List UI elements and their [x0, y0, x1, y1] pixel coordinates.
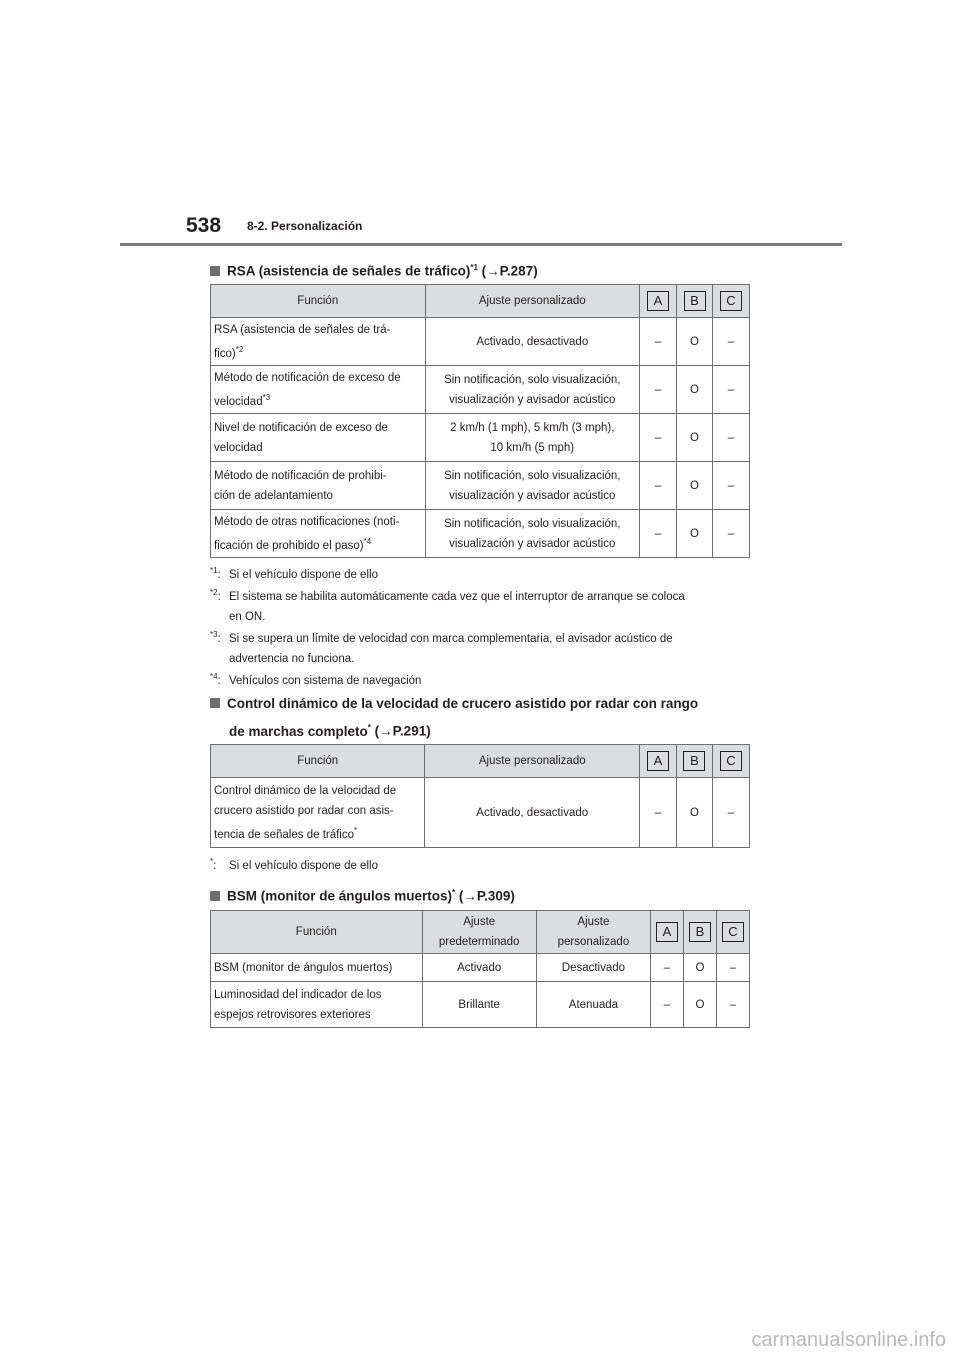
footnote-2: $^{*2}$: El sistema se habilita automáticamente cada vez que el interruptor de arranque se coloca en ON.	[210, 588, 685, 623]
col-b: B	[689, 922, 711, 942]
table-header	[211, 745, 750, 778]
table-header	[211, 285, 750, 318]
col-ajuste: Ajuste personalizado	[425, 285, 640, 318]
bsm-heading: BSM (monitor de ángulos muertos)* (→P.309)	[210, 881, 515, 909]
acc-heading: Control dinámico de la velocidad de crucero asistido por radar con rango de marchas completo* (→P.291)	[210, 692, 698, 744]
col-c: C	[720, 751, 742, 771]
bullet-square-icon	[210, 891, 220, 901]
rsa-heading: RSA (asistencia de señales de tráfico)$^{*1}$ (→P.287)	[210, 256, 538, 284]
section-title: 8-2. Personalización	[247, 219, 363, 233]
acc-table	[210, 744, 750, 848]
col-predeterminado: Ajuste predeterminado	[422, 911, 536, 954]
table-row: Método de notificación de exceso de velocidad$^{*3}$ Sin notificación, solo visualización, visualización y avisador acústico – O –	[211, 366, 750, 414]
table-row: RSA (asistencia de señales de trá- fico)$^{*2}$ Activado, desactivado – O –	[211, 318, 750, 366]
col-b: B	[684, 291, 706, 311]
footnote-3: $^{*3}$: Si se supera un límite de velocidad con marca complementaria, el avisador acústico de advertencia no funciona.	[210, 630, 673, 665]
col-funcion: Función	[211, 745, 425, 778]
table-row: BSM (monitor de ángulos muertos) Activado Desactivado – O –	[211, 954, 750, 982]
table-row: Nivel de notificación de exceso de velocidad 2 km/h (1 mph), 5 km/h (3 mph), 10 km/h (5 mph) – O –	[211, 414, 750, 462]
watermark: carmanualsonline.info	[751, 1329, 946, 1351]
table-row: Luminosidad del indicador de los espejos retrovisores exteriores Brillante Atenuada – O –	[211, 982, 750, 1028]
table-header	[211, 911, 750, 954]
col-c: C	[722, 922, 744, 942]
col-personalizado: Ajuste personalizado	[536, 911, 650, 954]
page-number: 538	[186, 214, 222, 237]
bsm-table	[210, 910, 750, 1028]
table-row: Control dinámico de la velocidad de crucero asistido por radar con asis- tencia de señales de tráfico* Activado, desactivado – O –	[211, 778, 750, 848]
footnote-4: $^{*4}$: Vehículos con sistema de navegación	[210, 672, 422, 687]
header-rule	[120, 243, 842, 246]
col-funcion: Función	[211, 911, 423, 954]
col-a: A	[647, 751, 669, 771]
rsa-table	[210, 284, 750, 558]
footnote-1: $^{*1}$: Si el vehículo dispone de ello	[210, 566, 378, 581]
col-b: B	[683, 751, 705, 771]
col-c: C	[720, 291, 742, 311]
table-row: Método de otras notificaciones (noti- ficación de prohibido el paso)$^{*4}$ Sin notificación, solo visualización, visualización y avisador acústico – O –	[211, 510, 750, 558]
col-a: A	[656, 922, 678, 942]
footnote-acc: *: Si el vehículo dispone de ello	[210, 857, 378, 872]
bullet-square-icon	[210, 698, 220, 708]
col-ajuste: Ajuste personalizado	[425, 745, 640, 778]
bullet-square-icon	[210, 266, 220, 276]
col-a: A	[647, 291, 669, 311]
table-row: Método de notificación de prohibi- ción de adelantamiento Sin notificación, solo visualización, visualización y avisador acústico – O –	[211, 462, 750, 510]
col-funcion: Función	[211, 285, 426, 318]
